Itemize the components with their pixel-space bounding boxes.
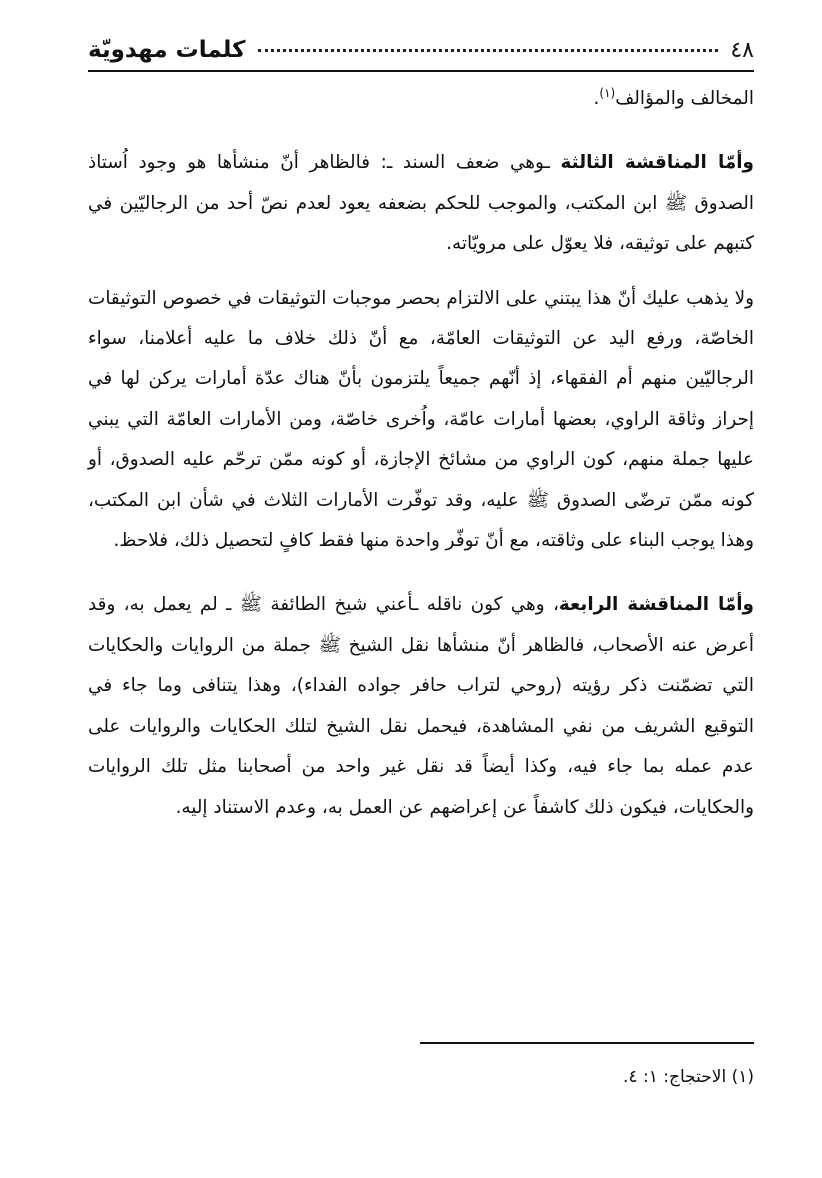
paragraph-lead-keyword: وأمّا المناقشة الرابعة — [558, 594, 754, 616]
footnote: (١) الاحتجاج: ١: ٤. — [623, 1067, 754, 1087]
footnote-reference: (١) — [599, 85, 616, 100]
continuation-text: المخالف والمؤالف — [615, 88, 754, 109]
paragraph-third-discussion — [88, 143, 754, 264]
paragraph-text: ـوهي ضعف السند ـ: فالظاهر أنّ منشأها هو وجود اُستاذ الصدوق ﷺ ابن المكتب، والموجب للحكم بضعفه يعود لعدم نصّ أحد من الرجاليّين في كتبهم على توثيقه، فلا يعوّل على مرويّاته. — [88, 152, 754, 255]
header-dot-leader — [258, 49, 719, 52]
paragraph-text: ، وهي كون ناقله ـأعني شيخ الطائفة ﷺ ـ لم يعمل به، وقد أعرض عنه الأصحاب، فالظاهر أنّ منشأها نقل الشيخ ﷺ جملة من الروايات والحكايات التي تضمّنت ذكر رؤيته (روحي لتراب حافر جواده الفداء)، وهذا يتنافى وما جاء في التوقيع الشريف من نفي المشاهدة، فيحمل نقل الشيخ لتلك الحكايات والروايات على عدم عمله بما جاء فيه، وكذا أيضاً قد نقل غير واحد من أصحابنا مثل تلك الروايات والحكايات، فيكون ذلك كاشفاً عن إعراضهم عن العمل به، وعدم الاستناد إليه. — [88, 594, 754, 818]
continuation-paragraph: المخالف والمؤالف$^{(١)}$. — [593, 85, 754, 109]
page-body — [88, 79, 754, 828]
paragraph-lead-keyword: وأمّا المناقشة الثالثة — [560, 152, 754, 174]
paragraph-fourth-discussion — [88, 585, 754, 827]
paragraph-text: ولا يذهب عليك أنّ هذا يبتني على الالتزام بحصر موجبات التوثيقات في خصوص التوثيقات الخاصّة، ورفع اليد عن التوثيقات العامّة، مع أنّ ذلك خلاف ما عليه أعلامنا، سواء الرجاليّين منهم أم الفقهاء، إذ أنّهم جميعاً يلتزمون بأنّ هناك عدّة أمارات يركن لها في إحراز وثاقة الراوي، بعضها أمارات عامّة، واُخرى خاصّة، ومن الأمارات العامّة التي يبني عليها جملة منهم، كون الراوي من مشائخ الإجازة، أو كونه ممّن ترحّم عليه الصدوق، أو كونه ممّن ترضّى الصدوق ﷺ عليه، وقد توفّرت الأمارات الثلاث في شأن ابن المكتب، وهذا يوجب البناء على وثاقته، مع أنّ توفّر واحدة منها فقط كافٍ لتحصيل ذلك، فلاحظ. — [88, 287, 754, 552]
footnote-rule — [420, 1042, 754, 1044]
paragraph-reply — [88, 279, 754, 562]
page-number: ٤٨ — [730, 37, 754, 63]
page-header — [88, 30, 754, 70]
running-title: كلمات مهدويّة — [88, 37, 246, 63]
header-rule — [88, 70, 754, 72]
